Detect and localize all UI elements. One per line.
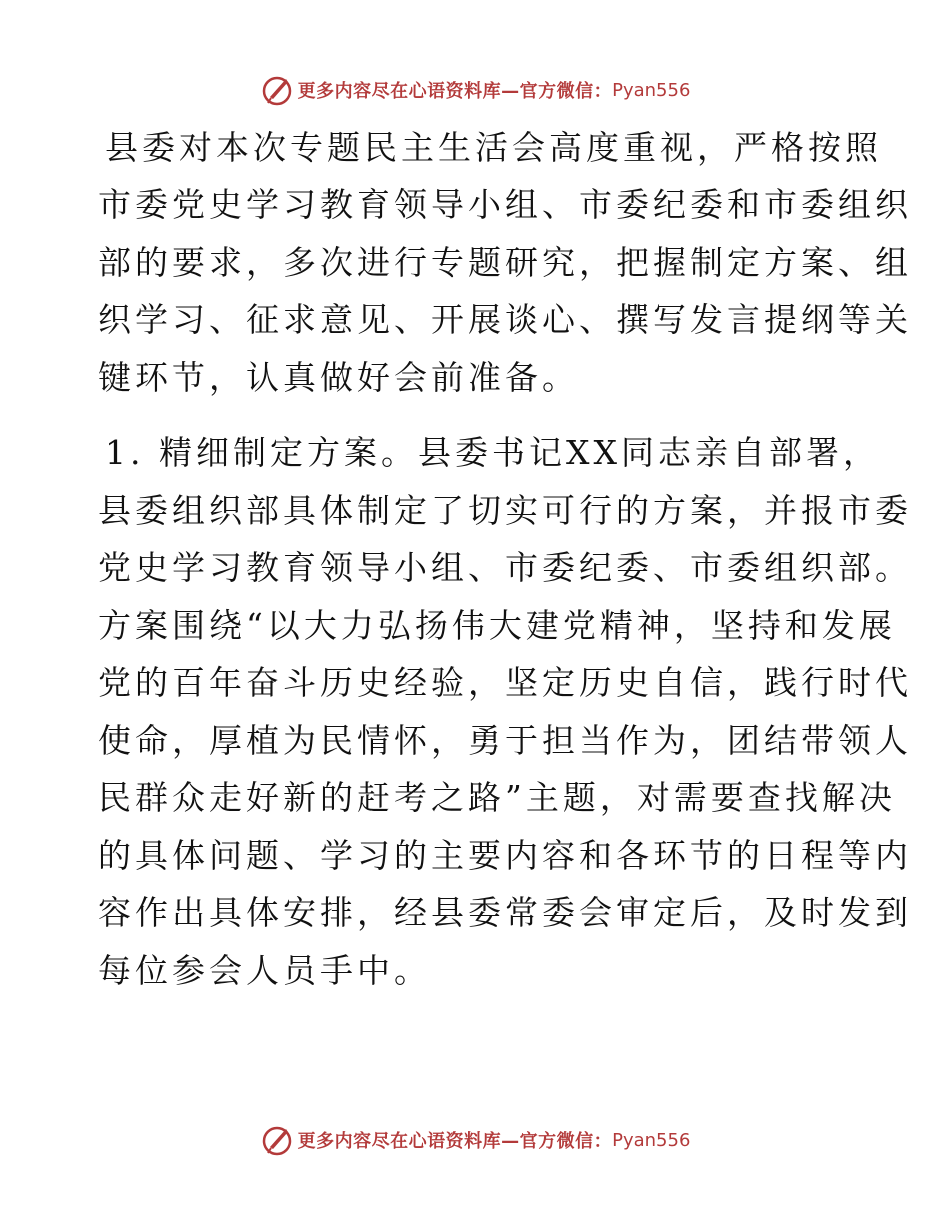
text-line: 党的百年奋斗历史经验，坚定历史自信，践行时代	[98, 663, 912, 702]
text-line: 键环节，认真做好会前准备。	[98, 358, 579, 397]
text-line: 的具体问题、学习的主要内容和各环节的日程等内	[98, 836, 912, 875]
text-line: 市委党史学习教育领导小组、市委纪委和市委组织	[98, 185, 912, 224]
text-line: 县委对本次专题民主生活会高度重视，严格按照	[105, 128, 882, 167]
text-line: 1. 精细制定方案。县委书记XX同志亲自部署，	[105, 433, 880, 472]
banner-text: 更多内容尽在心语资料库—官方微信：	[297, 81, 613, 102]
banner-handle: Pyan556	[612, 1129, 691, 1151]
banner-text: 更多内容尽在心语资料库—官方微信：	[297, 1131, 613, 1152]
text-line: 县委组织部具体制定了切实可行的方案，并报市委	[98, 491, 912, 530]
text-line: 方案围绕“以大力弘扬伟大建党精神，坚持和发展	[98, 606, 896, 645]
text-line: 民群众走好新的赶考之路”主题，对需要查找解决	[98, 778, 896, 817]
banner-handle: Pyan556	[612, 79, 691, 101]
text-line: 织学习、征求意见、开展谈心、撰写发言提纲等关	[98, 300, 912, 339]
quill-logo-icon	[260, 1123, 294, 1157]
text-line: 容作出具体安排，经县委常委会审定后，及时发到	[98, 893, 912, 932]
footer-banner	[0, 1120, 950, 1160]
text-line: 每位参会人员手中。	[98, 951, 431, 990]
text-line: 党史学习教育领导小组、市委纪委、市委组织部。	[98, 548, 912, 587]
header-banner	[0, 70, 950, 110]
text-line: 部的要求，多次进行专题研究，把握制定方案、组	[98, 243, 912, 282]
quill-logo-icon	[260, 73, 294, 107]
text-line: 使命，厚植为民情怀，勇于担当作为，团结带领人	[98, 721, 912, 760]
